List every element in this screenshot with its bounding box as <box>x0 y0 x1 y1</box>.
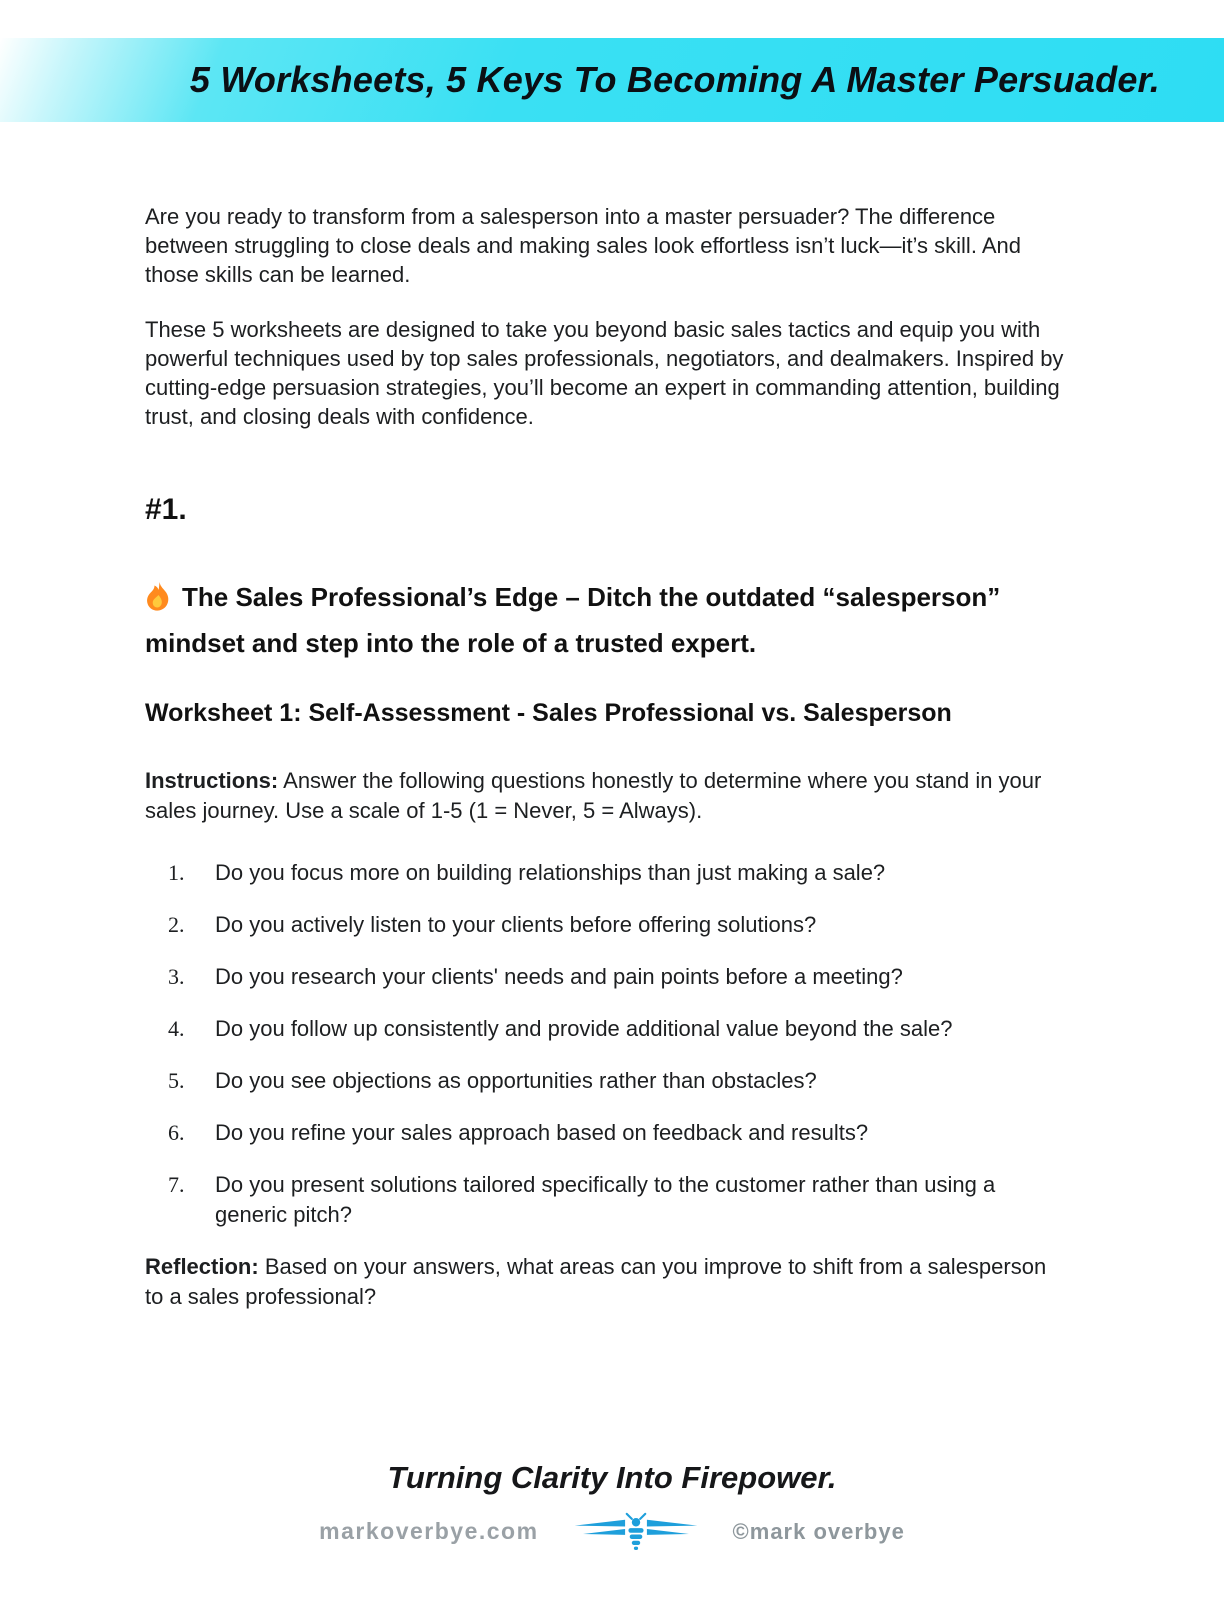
instructions-label: Instructions: <box>145 768 279 793</box>
fire-icon <box>145 581 172 623</box>
intro-paragraph-1: Are you ready to transform from a salesperson into a master persuader? The difference between struggling to close deals and making sales look effortless isn’t luck—it’s skill. And those skills can be learned. <box>145 204 1021 287</box>
header-banner <box>0 38 1224 122</box>
footer-brand-row <box>0 1512 1224 1551</box>
question-item <box>145 910 1064 940</box>
question-text: Do you refine your sales approach based on feedback and results? <box>215 1120 869 1145</box>
question-text: Do you research your clients' needs and pain points before a meeting? <box>215 964 903 989</box>
question-number: 1. <box>168 860 185 885</box>
question-item <box>145 1014 1064 1044</box>
copyright-text: ©mark overbye <box>732 1518 905 1544</box>
page-footer <box>0 1460 1224 1551</box>
section-number-heading: #1. <box>145 493 187 526</box>
section-heading <box>145 577 1064 663</box>
document-body <box>0 202 1224 1312</box>
question-text: Do you present solutions tailored specifically to the customer rather than using a generic pitch? <box>215 1172 996 1227</box>
question-text: Do you see objections as opportunities rather than obstacles? <box>215 1068 817 1093</box>
reflection-paragraph <box>145 1252 1064 1312</box>
worksheet-title: Worksheet 1: Self-Assessment - Sales Professional vs. Salesperson <box>145 699 952 727</box>
question-item <box>145 1170 1064 1230</box>
footer-tagline: Turning Clarity Into Firepower. <box>387 1460 837 1495</box>
question-item <box>145 1066 1064 1096</box>
question-number: 3. <box>168 964 185 989</box>
question-number: 7. <box>168 1172 185 1197</box>
instructions-paragraph <box>145 766 1064 826</box>
document-title: 5 Worksheets, 5 Keys To Becoming A Master Persuader. <box>189 59 1160 100</box>
website-link[interactable]: markoverbye.com <box>319 1518 539 1544</box>
question-number: 5. <box>168 1068 185 1093</box>
question-text: Do you actively listen to your clients before offering solutions? <box>215 912 817 937</box>
question-number: 6. <box>168 1120 185 1145</box>
reflection-text: Based on your answers, what areas can you improve to shift from a salesperson to a sales professional? <box>145 1254 1047 1309</box>
question-item <box>145 962 1064 992</box>
question-item <box>145 858 1064 888</box>
question-item <box>145 1118 1064 1148</box>
reflection-label: Reflection: <box>145 1254 259 1279</box>
questions-list <box>145 858 1064 1230</box>
question-number: 4. <box>168 1016 185 1041</box>
instructions-text: Answer the following questions honestly to determine where you stand in your sales journey. Use a scale of 1-5 (1 = Never, 5 = Always). <box>145 768 1042 823</box>
question-number: 2. <box>168 912 185 937</box>
bee-logo-icon <box>573 1512 699 1551</box>
document-page <box>0 38 1224 1544</box>
section-heading-text: The Sales Professional’s Edge – Ditch the outdated “salesperson” mindset and step into the role of a trusted expert. <box>145 582 1001 658</box>
intro-paragraph-2: These 5 worksheets are designed to take you beyond basic sales tactics and equip you with powerful techniques used by top sales professionals, negotiators, and dealmakers. Inspired by cutting-edge persuasion strategies, you’ll become an expert in commanding attention, building trust, and closing deals with confidence. <box>145 317 1064 429</box>
question-text: Do you follow up consistently and provide additional value beyond the sale? <box>215 1016 953 1041</box>
question-text: Do you focus more on building relationships than just making a sale? <box>215 860 886 885</box>
